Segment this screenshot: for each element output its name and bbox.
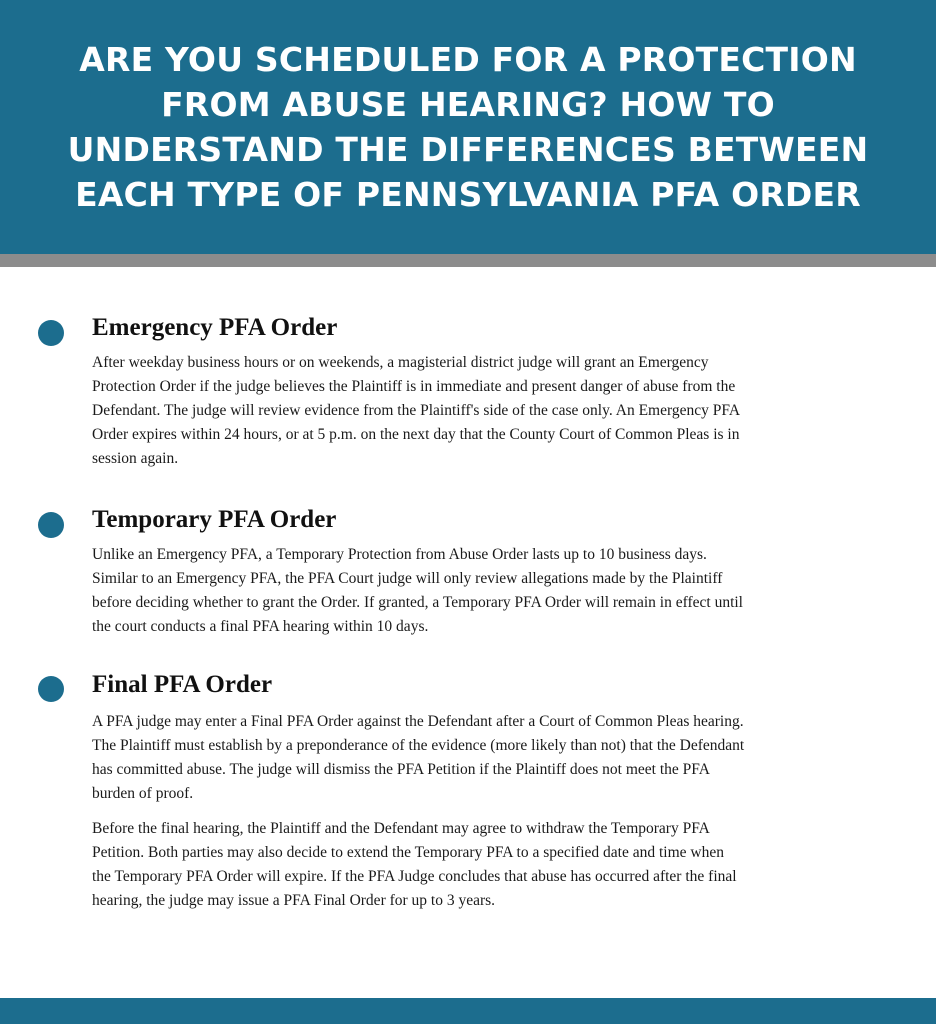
paragraph-line: hearing, the judge may issue a PFA Final Order for up to 3 years.: [92, 892, 496, 909]
paragraph-line: Order expires within 24 hours, or at 5 p.m. on the next day that the County Court of Common Pleas is in: [92, 426, 740, 443]
section-paragraph-final-2: [92, 817, 882, 913]
section-title-final: Final PFA Order: [92, 671, 273, 698]
title-line: UNDERSTAND THE DIFFERENCES BETWEEN: [67, 130, 869, 169]
paragraph-line: session again.: [92, 450, 179, 467]
paragraph-line: Defendant. The judge will review evidence from the Plaintiff's side of the case only. An Emergency PFA: [92, 402, 741, 419]
paragraph-line: burden of proof.: [92, 785, 194, 802]
paragraph-line: before deciding whether to grant the Order. If granted, a Temporary PFA Order will remain in effect until: [92, 594, 743, 611]
paragraph-line: After weekday business hours or on weekends, a magisterial district judge will grant an Emergency: [92, 354, 709, 371]
section-title-temporary: Temporary PFA Order: [92, 506, 337, 533]
paragraph-line: the Temporary PFA Order will expire. If the PFA Judge concludes that abuse has occurred after the final: [92, 868, 737, 885]
paragraph-line: Unlike an Emergency PFA, a Temporary Protection from Abuse Order lasts up to 10 business days.: [92, 546, 707, 563]
paragraph-line: A PFA judge may enter a Final PFA Order against the Defendant after a Court of Common Pleas hearing.: [92, 713, 744, 730]
title-line: EACH TYPE OF PENNSYLVANIA PFA ORDER: [75, 175, 861, 214]
paragraph-line: Protection Order if the judge believes the Plaintiff is in immediate and present danger of abuse from the: [92, 378, 736, 395]
bullet-icon: [38, 676, 64, 702]
header-banner: [0, 0, 936, 254]
paragraph-line: The Plaintiff must establish by a preponderance of the evidence (more likely than not) that the Defendant: [92, 737, 745, 754]
footer-band: [0, 998, 936, 1024]
paragraph-line: has committed abuse. The judge will dismiss the PFA Petition if the Plaintiff does not meet the PFA: [92, 761, 710, 778]
section-title-emergency: Emergency PFA Order: [92, 314, 338, 341]
bullet-icon: [38, 320, 64, 346]
section-paragraph-final-1: [92, 710, 882, 806]
bullet-icon: [38, 512, 64, 538]
title-line: ARE YOU SCHEDULED FOR A PROTECTION: [79, 40, 857, 79]
title-line: FROM ABUSE HEARING? HOW TO: [161, 85, 775, 124]
paragraph-line: Before the final hearing, the Plaintiff and the Defendant may agree to withdraw the Temporary PFA: [92, 820, 710, 837]
paragraph-line: Petition. Both parties may also decide to extend the Temporary PFA to a specified date and time when: [92, 844, 724, 861]
header-divider: [0, 254, 936, 267]
page-title: [38, 37, 898, 217]
section-paragraph-emergency: [92, 351, 882, 471]
paragraph-line: the court conducts a final PFA hearing within 10 days.: [92, 618, 429, 635]
section-paragraph-temporary: [92, 543, 882, 639]
paragraph-line: Similar to an Emergency PFA, the PFA Court judge will only review allegations made by the Plaintiff: [92, 570, 723, 587]
